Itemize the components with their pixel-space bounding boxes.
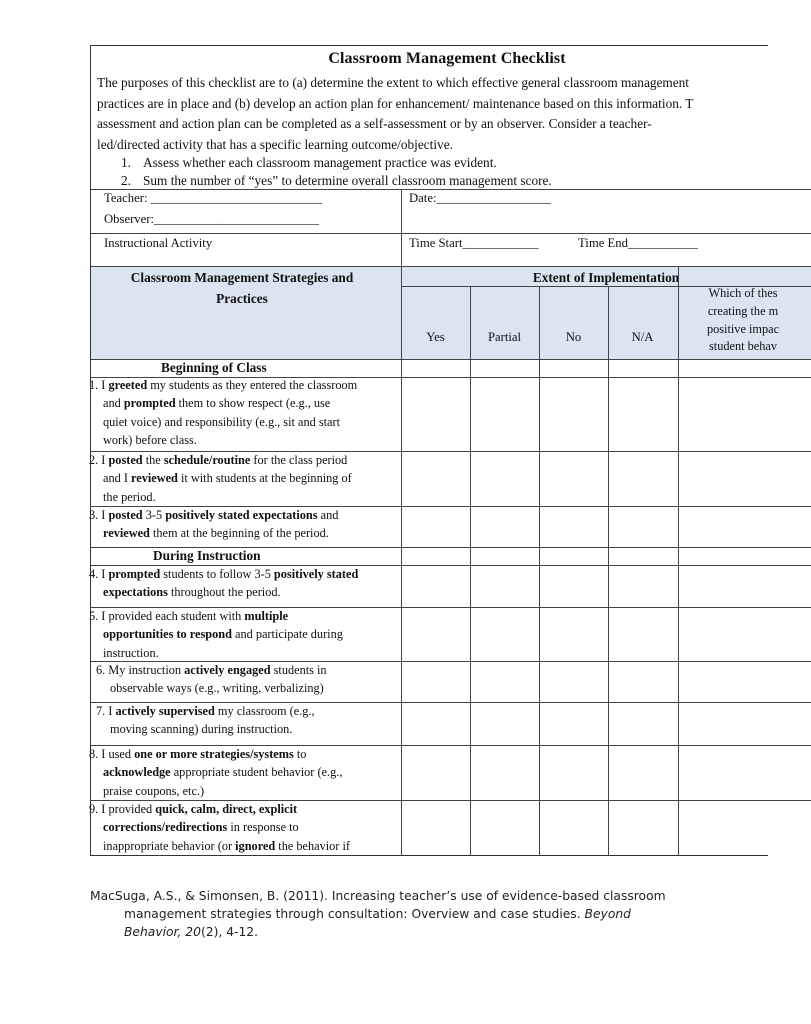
response-cell-no-item-8[interactable]	[539, 745, 608, 800]
grid-line	[91, 451, 811, 452]
intro-paragraph	[97, 73, 809, 155]
checklist-item-1	[89, 376, 394, 449]
response-cell-impact-item-2[interactable]	[678, 451, 811, 506]
checklist-item-5	[89, 607, 394, 662]
item-text-line: 2. I posted the schedule/routine for the class period	[89, 453, 348, 467]
intro-line: led/directed activity that has a specific learning outcome/objective.	[97, 136, 453, 152]
practices-header: Practices	[216, 291, 268, 306]
item-text-line: observable ways (e.g., writing, verbalizing)	[110, 681, 324, 696]
grid-line	[91, 359, 811, 360]
response-cell-impact-item-4[interactable]	[678, 565, 811, 607]
response-cell-yes-item-6[interactable]	[401, 661, 470, 702]
item-text-line: 7. I actively supervised my classroom (e.g.,	[96, 704, 315, 718]
response-cell-impact-item-3[interactable]	[678, 506, 811, 547]
grid-line	[608, 286, 609, 856]
response-cell-na-item-6[interactable]	[608, 661, 678, 702]
response-cell-partial-item-5[interactable]	[470, 607, 539, 661]
reference-line: Behavior, 20(2), 4-12.	[124, 925, 259, 939]
checklist-document	[89, 45, 780, 856]
response-cell-na-item-5[interactable]	[608, 607, 678, 661]
response-cell-no-item-2[interactable]	[539, 451, 608, 506]
reference-line: MacSuga, A.S., & Simonsen, B. (2011). Increasing teacher’s use of evidence-based classroom	[90, 889, 666, 903]
item-number: 7.	[96, 704, 109, 718]
date-field[interactable]: Date:__________________	[409, 191, 551, 205]
instructional-activity-field[interactable]: Instructional Activity	[104, 236, 213, 250]
item-number: 1.	[89, 378, 102, 392]
grid-line	[91, 800, 811, 801]
response-cell-na-item-4[interactable]	[608, 565, 678, 607]
response-cell-partial-item-7[interactable]	[470, 702, 539, 745]
item-text-line: reviewed them at the beginning of the period.	[103, 526, 329, 541]
response-cell-yes-item-8[interactable]	[401, 745, 470, 800]
response-cell-partial-item-8[interactable]	[470, 745, 539, 800]
impact-column-header: Which of thes creating the m positive impac student behav	[706, 286, 780, 354]
checklist-item-4	[89, 565, 394, 602]
item-text-line: 5. I provided each student with multiple	[89, 609, 289, 623]
response-cell-yes-item-1[interactable]	[401, 377, 470, 451]
response-cell-partial-item-6[interactable]	[470, 661, 539, 702]
item-text-line: 6. My instruction actively engaged students in	[96, 663, 327, 677]
grid-line	[91, 506, 811, 507]
response-cell-impact-item-7[interactable]	[678, 702, 811, 745]
grid-line	[91, 189, 811, 190]
column-no: No	[565, 330, 582, 344]
response-cell-yes-item-3[interactable]	[401, 506, 470, 547]
item-number: 4.	[89, 567, 102, 581]
item-text-line: instruction.	[103, 645, 159, 660]
checklist-item-9	[89, 800, 394, 855]
response-cell-impact-item-8[interactable]	[678, 745, 811, 800]
item-text-line: opportunities to respond and participate during	[103, 627, 343, 642]
response-cell-impact-item-5[interactable]	[678, 607, 811, 661]
instruction-steps	[121, 154, 552, 190]
item-text-line: the period.	[103, 489, 156, 504]
response-cell-na-item-7[interactable]	[608, 702, 678, 745]
response-cell-partial-item-1[interactable]	[470, 377, 539, 451]
reference-citation	[90, 887, 710, 941]
grid-line	[401, 286, 811, 287]
teacher-field[interactable]: Teacher: ___________________________	[104, 191, 322, 205]
checklist-item-2	[89, 451, 394, 506]
item-text-line: acknowledge appropriate student behavior (e.g.,	[103, 765, 343, 780]
response-cell-na-item-9[interactable]	[608, 800, 678, 856]
item-number: 6.	[96, 663, 109, 677]
grid-line	[91, 745, 811, 746]
item-text-line: 1. I greeted my students as they entered the classroom	[89, 378, 358, 392]
strategies-header: Classroom Management Strategies and	[130, 270, 354, 285]
response-cell-partial-item-2[interactable]	[470, 451, 539, 506]
response-cell-impact-item-9[interactable]	[678, 800, 811, 856]
column-yes: Yes	[426, 330, 445, 344]
reference-line: management strategies through consultation: Overview and case studies. Beyond	[124, 907, 631, 921]
grid-line	[91, 607, 811, 608]
section-during-instruction: During Instruction	[153, 548, 261, 563]
item-text-line: moving scanning) during instruction.	[110, 722, 293, 737]
response-cell-no-item-5[interactable]	[539, 607, 608, 661]
response-cell-yes-item-5[interactable]	[401, 607, 470, 661]
grid-line	[91, 377, 811, 378]
document-title: Classroom Management Checklist	[328, 50, 566, 67]
item-text-line: 3. I posted 3-5 positively stated expectations and	[89, 508, 339, 522]
item-number: 3.	[89, 508, 102, 522]
item-text-line: corrections/redirections in response to	[103, 820, 299, 835]
item-text-line: work) before class.	[103, 432, 197, 447]
time-start-field[interactable]: Time Start____________	[409, 236, 539, 250]
grid-line	[91, 547, 811, 548]
column-partial: Partial	[487, 330, 522, 344]
intro-line: The purposes of this checklist are to (a) determine the extent to which effective general classroom management	[97, 75, 689, 90]
item-text-line: inappropriate behavior (or ignored the behavior if	[103, 838, 351, 853]
grid-line	[91, 565, 811, 566]
observer-field[interactable]: Observer:__________________________	[104, 212, 319, 226]
checklist-item-3	[89, 506, 394, 543]
response-cell-yes-item-7[interactable]	[401, 702, 470, 745]
extent-header: Extent of Implementation	[532, 270, 680, 285]
checklist-item-8	[89, 745, 394, 800]
grid-line	[91, 266, 811, 267]
response-cell-no-item-1[interactable]	[539, 377, 608, 451]
item-text-line: 9. I provided quick, calm, direct, explicit	[89, 802, 298, 816]
grid-line	[539, 286, 540, 856]
response-cell-na-item-2[interactable]	[608, 451, 678, 506]
item-text-line: and prompted them to show respect (e.g., use	[103, 396, 331, 411]
response-cell-impact-item-6[interactable]	[678, 661, 811, 702]
column-na: N/A	[631, 330, 654, 344]
response-cell-impact-item-1[interactable]	[678, 377, 811, 451]
grid-line	[91, 702, 811, 703]
response-cell-no-item-9[interactable]	[539, 800, 608, 856]
step-item: 2. Sum the number of “yes” to determine overall classroom management score.	[121, 173, 552, 188]
item-text-line: praise coupons, etc.)	[103, 783, 205, 798]
response-cell-partial-item-3[interactable]	[470, 506, 539, 547]
response-cell-no-item-4[interactable]	[539, 565, 608, 607]
response-cell-yes-item-9[interactable]	[401, 800, 470, 856]
section-beginning-of-class: Beginning of Class	[161, 360, 267, 375]
intro-line: assessment and action plan can be completed as a self-assessment or by an observer. Consider a teacher-	[97, 116, 652, 131]
intro-line: practices are in place and (b) develop an action plan for enhancement/ maintenance based on this information. T	[97, 95, 694, 111]
item-number: 8.	[89, 747, 102, 761]
checklist-item-6	[96, 661, 396, 698]
grid-line	[91, 661, 811, 662]
response-cell-na-item-1[interactable]	[608, 377, 678, 451]
item-text-line: and I reviewed it with students at the beginning of	[103, 471, 352, 486]
item-text-line: 4. I prompted students to follow 3-5 positively stated	[89, 567, 359, 581]
item-number: 5.	[89, 609, 102, 623]
response-cell-na-item-3[interactable]	[608, 506, 678, 547]
time-end-field[interactable]: Time End___________	[578, 236, 698, 250]
response-cell-partial-item-4[interactable]	[470, 565, 539, 607]
response-cell-na-item-8[interactable]	[608, 745, 678, 800]
response-cell-yes-item-2[interactable]	[401, 451, 470, 506]
item-text-line: quiet voice) and responsibility (e.g., sit and start	[103, 414, 341, 429]
grid-line	[91, 233, 811, 234]
step-item: 1. Assess whether each classroom management practice was evident.	[121, 155, 497, 170]
item-text-line: expectations throughout the period.	[103, 585, 281, 600]
checklist-item-7	[96, 702, 396, 739]
grid-line	[470, 286, 471, 856]
item-text-line: 8. I used one or more strategies/systems to	[89, 747, 307, 761]
item-number: 2.	[89, 453, 102, 467]
grid-line	[678, 266, 679, 856]
grid-line	[401, 189, 402, 856]
item-number: 9.	[89, 802, 102, 816]
response-cell-yes-item-4[interactable]	[401, 565, 470, 607]
response-cell-partial-item-9[interactable]	[470, 800, 539, 856]
response-cell-no-item-6[interactable]	[539, 661, 608, 702]
response-cell-no-item-3[interactable]	[539, 506, 608, 547]
response-cell-no-item-7[interactable]	[539, 702, 608, 745]
